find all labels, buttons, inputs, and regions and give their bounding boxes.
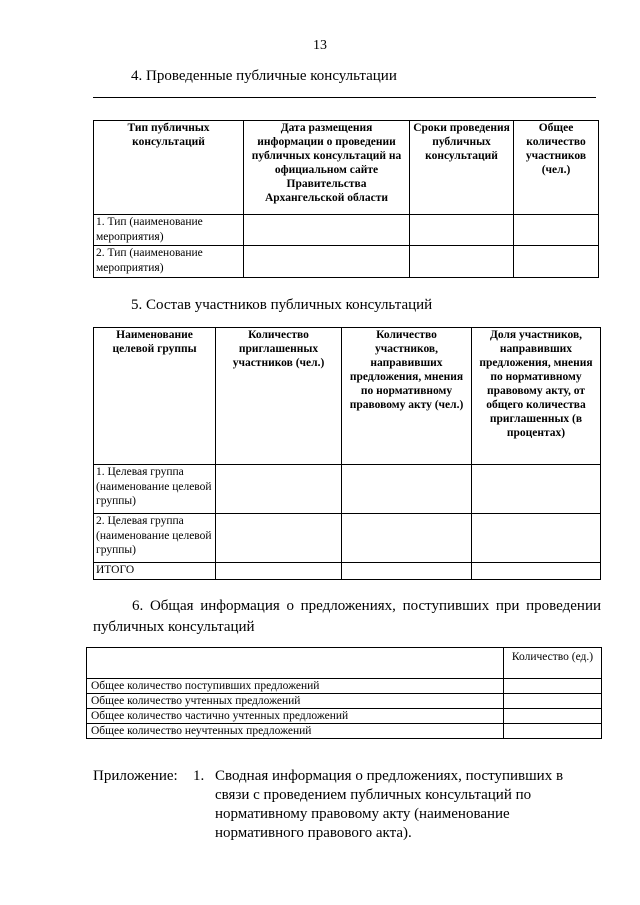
section-6-heading: 6. Общая информация о предложениях, поступивших при проведении публичных консультаций <box>93 598 601 635</box>
column-header: Дата размещения информации о проведении публичных консультаций на официальном сайте Правительства Архангельской области <box>244 121 410 215</box>
table-row <box>94 514 601 563</box>
table-cell <box>504 724 602 739</box>
table-row <box>87 709 602 724</box>
column-header: Количество приглашенных участников (чел.) <box>216 328 342 465</box>
table-cell: Общее количество поступивших предложений <box>87 679 504 694</box>
table-cell: Общее количество частично учтенных предложений <box>87 709 504 724</box>
column-header: Доля участников, направивших предложения, мнения по нормативному правовому акту, от общего количества приглашенных (в процентах) <box>472 328 601 465</box>
column-header: Сроки проведения публичных консультаций <box>410 121 514 215</box>
table-cell: Общее количество учтенных предложений <box>87 694 504 709</box>
table-cell <box>244 246 410 278</box>
table-cell: 1. Целевая группа (наименование целевой группы) <box>94 465 216 514</box>
column-header: Количество участников, направивших предложения, мнения по нормативному правовому акту (чел.) <box>342 328 472 465</box>
public-consultations-table <box>93 120 599 278</box>
table-cell <box>342 514 472 563</box>
table-cell: Общее количество неучтенных предложений <box>87 724 504 739</box>
table-cell <box>514 246 599 278</box>
column-header: Количество (ед.) <box>504 648 602 679</box>
heading-underline-rule <box>93 97 596 98</box>
table-header-row <box>94 121 599 215</box>
table-cell <box>472 563 601 580</box>
section-5-heading: 5. Состав участников публичных консультаций <box>131 297 433 313</box>
table-cell: 2. Тип (наименование мероприятия) <box>94 246 244 278</box>
table-cell <box>504 679 602 694</box>
table-header-row <box>87 648 602 679</box>
table-cell <box>342 563 472 580</box>
table-cell <box>472 465 601 514</box>
section-4-heading: 4. Проведенные публичные консультации <box>131 68 397 84</box>
table-cell <box>504 709 602 724</box>
appendix-label: Приложение: <box>93 768 178 784</box>
table-cell <box>514 215 599 246</box>
table-row <box>94 215 599 246</box>
page-number: 13 <box>313 38 327 53</box>
table-cell <box>472 514 601 563</box>
table-cell <box>410 246 514 278</box>
table-row <box>87 724 602 739</box>
table-cell: 1. Тип (наименование мероприятия) <box>94 215 244 246</box>
table-cell <box>216 563 342 580</box>
table-row <box>94 465 601 514</box>
appendix-item-number: 1. <box>193 768 205 784</box>
participants-composition-table <box>93 327 601 580</box>
table-cell <box>216 514 342 563</box>
table-cell: ИТОГО <box>94 563 216 580</box>
appendix-item-text: Сводная информация о предложениях, поступивших в связи с проведением публичных консультаций по нормативному правовому акту (наименование нормативного правового акта). <box>215 768 564 841</box>
table-total-row <box>94 563 601 580</box>
table-cell: 2. Целевая группа (наименование целевой группы) <box>94 514 216 563</box>
table-row <box>87 679 602 694</box>
table-cell <box>87 648 504 679</box>
proposals-summary-table <box>86 647 602 739</box>
table-cell <box>216 465 342 514</box>
column-header: Общее количество участников (чел.) <box>514 121 599 215</box>
column-header: Тип публичных консультаций <box>94 121 244 215</box>
table-header-row <box>94 328 601 465</box>
column-header: Наименование целевой группы <box>94 328 216 465</box>
table-row <box>94 246 599 278</box>
table-cell <box>504 694 602 709</box>
table-cell <box>410 215 514 246</box>
table-cell <box>342 465 472 514</box>
table-cell <box>244 215 410 246</box>
table-row <box>87 694 602 709</box>
